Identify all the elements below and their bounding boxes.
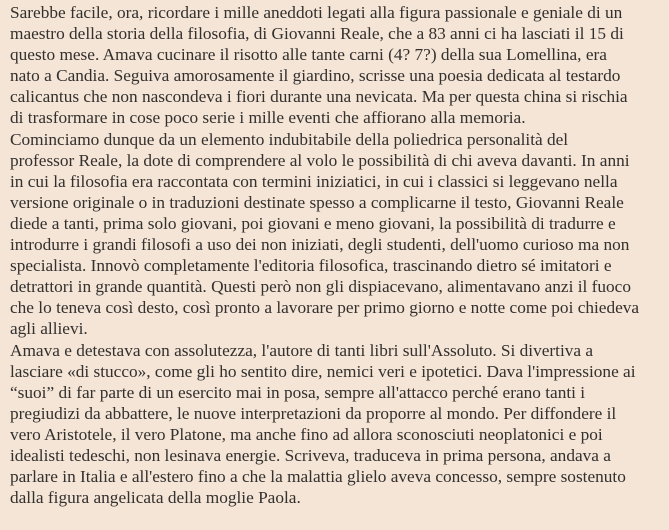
paragraph-line: dalla figura angelicata della moglie Paola. [10,488,301,508]
paragraph-line: idealisti tedeschi, non lesinava energie. Scriveva, traduceva in prima persona, andava a [10,445,611,465]
paragraph-line: Cominciamo dunque da un elemento indubitabile della poliedrica personalità del [10,129,569,149]
paragraph-line: diede a tanti, prima solo giovani, poi giovani e meno giovani, la possibilità di tradurre e [10,213,616,233]
paragraph-line: che lo teneva così desto, così pronto a lavorare per primo giorno e notte come poi chiedeva [10,298,640,318]
paragraph-line: in cui la filosofia era raccontata con termini iniziatici, in cui i classici si leggevano nella [10,171,618,191]
paragraph-line: Sarebbe facile, ora, ricordare i mille aneddoti legati alla figura passionale e geniale di un [10,3,623,22]
paragraph-line: professor Reale, la dote di comprendere al volo le possibilità di chi aveva davanti. In anni [10,150,630,170]
paragraph-line: parlare in Italia e all'estero fino a che la malattia glielo aveva concesso, sempre sostenuto [10,467,626,487]
paragraph-line: maestro della storia della filosofia, di Giovanni Reale, che a 83 anni ci ha lasciati il 15 di [10,24,624,44]
paragraph-line: Amava e detestava con assolutezza, l'autore di tanti libri sull'Assoluto. Si divertiva a [10,340,594,360]
article-paragraph [10,340,669,509]
paragraph-line: introdurre i grandi filosofi a uso dei non iniziati, degli studenti, dell'uomo curioso ma non [10,235,630,255]
paragraph-line: vero Aristotele, il vero Platone, ma anche fino ad allora sconosciuti neoplatonici e poi [10,424,603,444]
paragraph-line: pregiudizi da abbattere, le nuove interpretazioni da proporre al mondo. Per diffondere il [10,403,617,423]
paragraph-line: specialista. Innovò completamente l'editoria filosofica, trascinando dietro sé imitatori e [10,256,612,276]
paragraph-line: versione originale o in traduzioni destinate spesso a complicarne il testo, Giovanni Reale [10,192,624,212]
paragraph-line: calicantus che non nascondeva i fiori durante una nevicata. Ma per questa china si rischia [10,87,628,107]
article-paragraph [10,129,669,340]
paragraph-line: questo mese. Amava cucinare il risotto alle tante carni (4? 7?) della sua Lomellina, era [10,45,607,65]
paragraph-line: “suoi” di far parte di un esercito mai in posa, sempre all'attacco perché erano tanti i [10,382,586,402]
paragraph-line: agli allievi. [10,319,88,339]
article-paragraph [10,2,669,129]
paragraph-line: lasciare «di stucco», come gli ho sentito dire, nemici veri e ipotetici. Dava l'impressione ai [10,361,636,381]
paragraph-line: detrattori in grande quantità. Questi però non gli dispiacevano, alimentavano anzi il fuoco [10,277,631,297]
paragraph-line: di trasformare in cose poco serie i mille eventi che affiorano alla memoria. [10,108,526,128]
paragraph-line: nato a Candia. Seguiva amorosamente il giardino, scrisse una poesia dedicata al testardo [10,66,621,86]
